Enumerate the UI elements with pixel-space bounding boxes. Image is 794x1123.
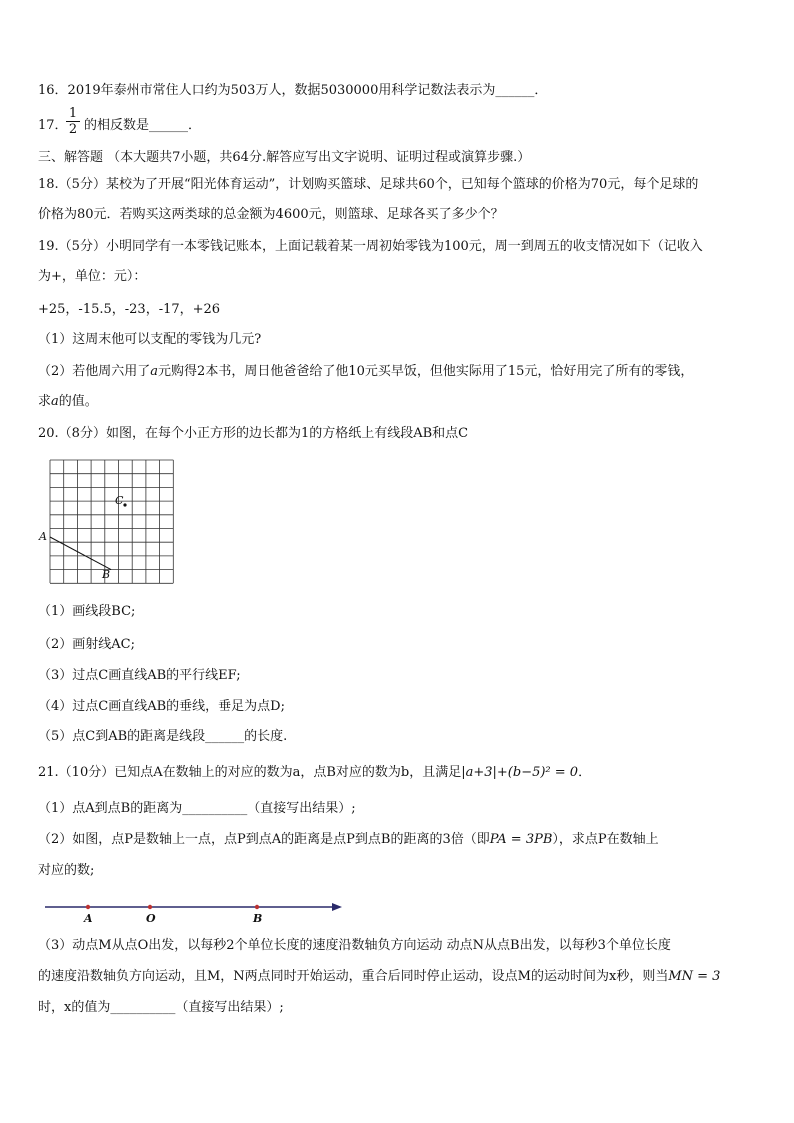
question-21-sub2-cont: 对应的数;	[38, 863, 95, 878]
number-line-figure	[42, 898, 347, 926]
sub2-text-a: （2）若他周六用了	[38, 364, 151, 379]
grid-lines	[50, 460, 173, 583]
question-16: 16．2019年泰州市常住人口约为503万人，数据5030000用科学记数法表示为______．	[38, 83, 548, 98]
condition-equation: |a+3|+(b−5)² = 0	[461, 765, 579, 780]
label-a: A	[39, 530, 47, 543]
question-19-line1: 19.（5分）小明同学有一本零钱记账本，上面记载着某一周初始零钱为100元，周一到周五的收支情况如下（记收入	[38, 239, 703, 254]
equation-mn-3: MN = 3	[668, 969, 721, 984]
point-a	[86, 905, 90, 909]
label-c: C	[115, 494, 124, 507]
sub2-text-a: （2）如图，点P是数轴上一点，点P到点A的距离是点P到点B的距离的3倍（即	[38, 832, 490, 847]
question-20-title: 20.（8分）如图，在每个小正方形的边长都为1的方格纸上有线段AB和点C	[38, 426, 469, 441]
question-19-sub2	[38, 363, 693, 381]
point-o	[148, 905, 152, 909]
axis-label-a: A	[84, 912, 93, 925]
question-19-values: +25，-15.5，-23，-17，+26	[38, 302, 221, 317]
fraction-one-half	[66, 106, 80, 137]
question-18-line2: 价格为80元．若购买这两类球的总金额为4600元，则篮球、足球各买了多少个？	[38, 207, 504, 222]
question-19-sub2-cont	[38, 393, 98, 411]
question-20-sub2: （2）画射线AC;	[38, 637, 135, 652]
question-19-sub1: （1）这周末他可以支配的零钱为几元?	[38, 332, 262, 347]
question-18-line1: 18.（5分）某校为了开展“阳光体育运动”，计划购买篮球、足球共60个，已知每个篮球的价格为70元，每个足球的	[38, 177, 699, 192]
question-20-sub3: （3）过点C画直线AB的平行线EF;	[38, 668, 241, 683]
axis-label-b: B	[253, 912, 263, 925]
equation-pa-3pb: PA = 3PB	[489, 832, 553, 847]
question-21-sub3-line2	[38, 968, 720, 986]
sub2-text-c: 求	[38, 394, 52, 409]
question-20-sub5: （5）点C到AB的距离是线段______的长度.	[38, 729, 288, 744]
question-17-text: 的相反数是______．	[84, 118, 202, 133]
title-end: ．	[578, 765, 592, 780]
point-b	[255, 905, 259, 909]
fraction-numerator: 1	[66, 106, 80, 122]
question-19-line2: 为+，单位：元）：	[38, 269, 147, 284]
fraction-denominator: 2	[68, 122, 78, 137]
question-21-sub2	[38, 831, 659, 849]
question-number: 17．	[38, 118, 68, 133]
question-21-title	[38, 764, 591, 782]
question-21-sub3-line3: 时，x的值为__________（直接写出结果）;	[38, 1000, 284, 1015]
sub2-text-b: ），求点P在数轴上	[552, 832, 659, 847]
axis-arrow-icon	[332, 903, 342, 911]
sub2-text-d: 的值。	[58, 394, 98, 409]
variable-a: a	[51, 394, 59, 409]
section-heading: 三、解答题 （本大题共7小题，共64分.解答应写出文字说明、证明过程或演算步骤.）	[38, 150, 531, 165]
question-20-sub4: （4）过点C画直线AB的垂线，垂足为点D;	[38, 699, 285, 714]
label-b: B	[102, 568, 111, 581]
point-c	[123, 503, 126, 506]
sub3-text: 的速度沿数轴负方向运动，且M，N两点同时开始运动，重合后同时停止运动，设点M的运动时间为x秒，则当	[38, 969, 669, 984]
axis-label-o: O	[146, 912, 156, 925]
question-20-sub1: （1）画线段BC;	[38, 604, 136, 619]
question-21-sub1: （1）点A到点B的距离为__________（直接写出结果）;	[38, 801, 356, 816]
grid-figure	[36, 456, 176, 586]
question-17	[38, 117, 68, 135]
sub2-text-b: 元购得2本书，周日他爸爸给了他10元买早饭，但他实际用了15元，恰好用完了所有的零钱，	[158, 364, 694, 379]
variable-a: a	[150, 364, 159, 379]
question-21-sub3-line1: （3）动点M从点O出发，以每秒2个单位长度的速度沿数轴负方向运动 动点N从点B出发，以每秒3个单位长度	[38, 938, 671, 953]
title-text: 21.（10分）已知点A在数轴上的对应的数为a，点B对应的数为b，且满足	[38, 765, 462, 780]
